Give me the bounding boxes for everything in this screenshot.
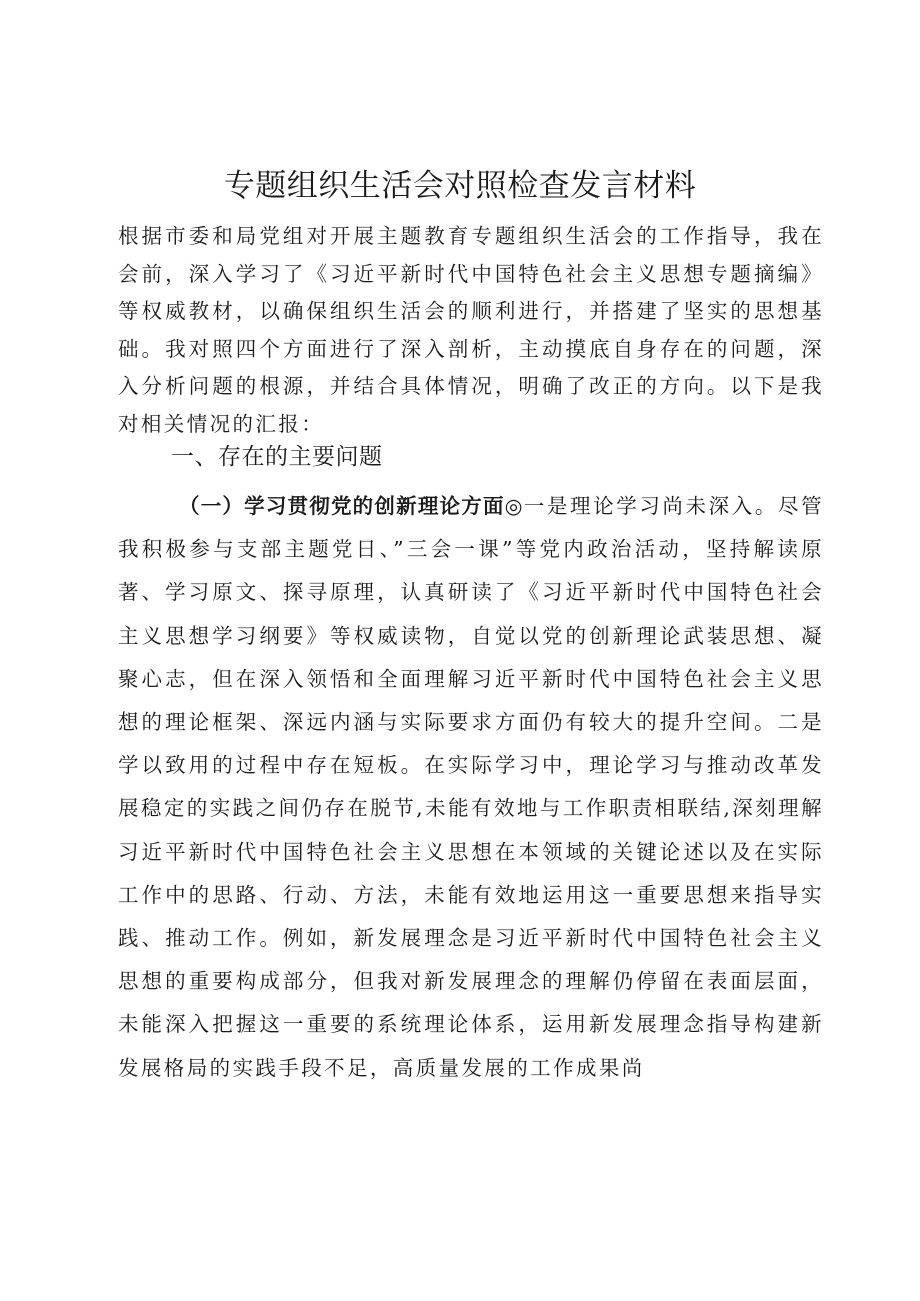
document-title: 专题组织生活会对照检查发言材料 (223, 168, 697, 204)
section-heading-problems: 一、存在的主要问题 (171, 444, 383, 470)
subsection-text: 一是理论学习尚未深入。尽管我积极参与支部主题党日、”三会一课”等党内政治活动，坚持解读原著、学习原文、探寻原理，认真研读了《习近平新时代中国特色社会主义思想学习纲要》等权威读物，自觉以党的创新理论武装思想、凝聚心志，但在深入领悟和全面理解习近平新时代中国特色社会主义思想的理论框架、深远内涵与实际要求方面仍有较大的提升空间。二是学以致用的过程中存在短板。在实际学习中，理论学习与推动改革发展稳定的实践之间仍存在脱节,未能有效地与工作职责相联结,深刻理解习近平新时代中国特色社会主义思想在本领域的关键论述以及在实际工作中的思路、行动、方法，未能有效地运用这一重要思想来指导实践、推动工作。例如，新发展理念是习近平新时代中国特色社会主义思想的重要构成部分，但我对新发展理念的理解仍停留在表面层面，未能深入把握这一重要的系统理论体系，运用新发展理念指导构建新发展格局的实践手段不足，高质量发展的工作成果尚 (118, 494, 824, 1080)
subsection-label: （一）学习贯彻党的创新理论方面◎ (179, 494, 524, 518)
intro-paragraph: 根据市委和局党组对开展主题教育专题组织生活会的工作指导，我在会前，深入学习了《习近平新时代中国特色社会主义思想专题摘编》等权威教材，以确保组织生活会的顺利进行，并搭建了坚实的思想基础。我对照四个方面进行了深入剖析，主动摸底自身存在的问题，深入分析问题的根源，并结合具体情况，明确了改正的方向。以下是我对相关情况的汇报： (118, 224, 824, 436)
section-body-paragraph (118, 485, 824, 1090)
